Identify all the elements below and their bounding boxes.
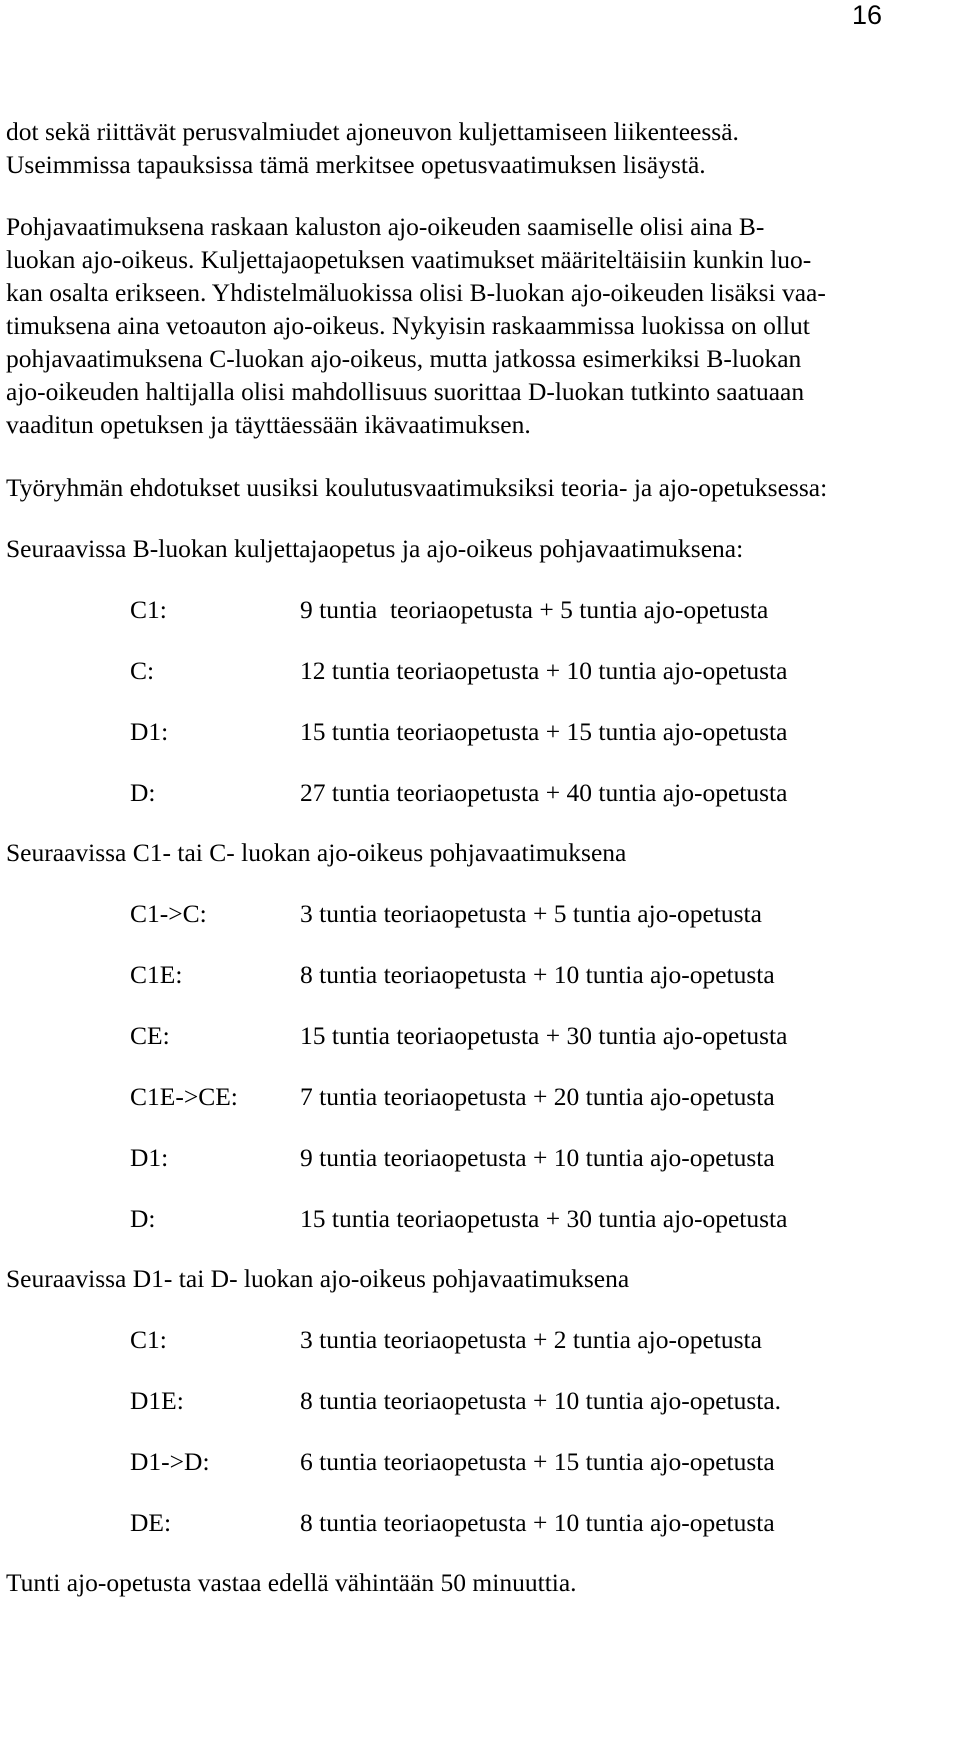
section-d-class-base [6, 1262, 951, 1539]
training-hours-value: 12 tuntia teoriaopetusta + 10 tuntia ajo-opetusta [300, 656, 788, 685]
licence-class-label: C: [130, 656, 155, 685]
licence-class-label: CE: [130, 1021, 170, 1050]
requirement-row [130, 715, 951, 776]
requirement-row [130, 593, 951, 654]
licence-class-label: C1: [130, 595, 167, 624]
training-hours-value: 9 tuntia teoriaopetusta + 10 tuntia ajo-opetusta [300, 1143, 775, 1172]
requirement-row [130, 1019, 951, 1080]
requirement-row [130, 1080, 951, 1141]
licence-class-label: D1E: [130, 1386, 184, 1415]
requirement-row [130, 1141, 951, 1202]
training-hours-value: 9 tuntia teoriaopetusta + 5 tuntia ajo-opetusta [300, 595, 769, 624]
training-hours-value: 6 tuntia teoriaopetusta + 15 tuntia ajo-opetusta [300, 1447, 775, 1476]
licence-class-label: C1E: [130, 960, 183, 989]
licence-class-label: DE: [130, 1508, 172, 1537]
requirement-row [130, 958, 951, 1019]
requirement-row [130, 776, 951, 809]
training-hours-value: 3 tuntia teoriaopetusta + 5 tuntia ajo-opetusta [300, 899, 762, 928]
paragraph-intro-continuation: dot sekä riittävät perusvalmiudet ajoneuvon kuljettamiseen liikenteessä. Useimmissa tapauksissa tämä merkitsee opetusvaatimuksen lisäystä. [6, 117, 739, 179]
section-c-class-base [6, 836, 951, 1235]
licence-class-label: D1: [130, 717, 169, 746]
requirements-table [130, 897, 951, 1235]
licence-class-label: C1E->CE: [130, 1082, 238, 1111]
training-hours-value: 15 tuntia teoriaopetusta + 30 tuntia ajo-opetusta [300, 1204, 788, 1233]
training-hours-value: 8 tuntia teoriaopetusta + 10 tuntia ajo-opetusta [300, 1508, 775, 1537]
requirement-row [130, 897, 951, 958]
training-hours-value: 3 tuntia teoriaopetusta + 2 tuntia ajo-opetusta [300, 1325, 762, 1354]
licence-class-label: C1->C: [130, 899, 207, 928]
licence-class-label: D: [130, 778, 156, 807]
requirement-row [130, 1384, 951, 1445]
training-hours-value: 15 tuntia teoriaopetusta + 30 tuntia ajo-opetusta [300, 1021, 788, 1050]
section-title: Seuraavissa B-luokan kuljettajaopetus ja ajo-oikeus pohjavaatimuksena: [6, 534, 744, 563]
requirement-row [130, 1445, 951, 1506]
requirement-row [130, 1506, 951, 1539]
requirement-row [130, 1323, 951, 1384]
paragraph-base-requirements: Pohjavaatimuksena raskaan kaluston ajo-oikeuden saamiselle olisi aina B- luokan ajo-oikeus. Kuljettajaopetuksen vaatimukset määriteltäisiin kunkin luo- kan osalta erikseen. Yhdistelmäluokissa olisi B-luokan ajo-oikeuden lisäksi vaa- timuksena aina vetoauton ajo-oikeus. Nykyisin raskaammissa luokissa on ollut pohjavaatimuksena C-luokan ajo-oikeus, mutta jatkossa esimerkiksi B-luokan ajo-oikeuden haltijalla olisi mahdollisuus suorittaa D-luokan tutkinto saatuaan vaaditun opetuksen ja täyttäessään ikävaatimuksen. [6, 212, 826, 439]
section-title: Seuraavissa C1- tai C- luokan ajo-oikeus pohjavaatimuksena [6, 838, 627, 867]
training-hours-value: 8 tuntia teoriaopetusta + 10 tuntia ajo-opetusta [300, 960, 775, 989]
footer-note: Tunti ajo-opetusta vastaa edellä vähintään 50 minuuttia. [6, 1568, 577, 1597]
page-number: 16 [851, 0, 882, 30]
proposals-heading: Työryhmän ehdotukset uusiksi koulutusvaatimuksiksi teoria- ja ajo-opetuksessa: [6, 473, 828, 502]
requirements-table [130, 593, 951, 809]
licence-class-label: D1->D: [130, 1447, 210, 1476]
training-hours-value: 7 tuntia teoriaopetusta + 20 tuntia ajo-opetusta [300, 1082, 775, 1111]
licence-class-label: D: [130, 1204, 156, 1233]
document-body [6, 115, 951, 1599]
licence-class-label: D1: [130, 1143, 169, 1172]
training-hours-value: 15 tuntia teoriaopetusta + 15 tuntia ajo-opetusta [300, 717, 788, 746]
requirement-row [130, 1202, 951, 1235]
training-hours-value: 27 tuntia teoriaopetusta + 40 tuntia ajo-opetusta [300, 778, 788, 807]
licence-class-label: C1: [130, 1325, 167, 1354]
training-hours-value: 8 tuntia teoriaopetusta + 10 tuntia ajo-opetusta. [300, 1386, 782, 1415]
requirements-table [130, 1323, 951, 1539]
section-title: Seuraavissa D1- tai D- luokan ajo-oikeus pohjavaatimuksena [6, 1264, 630, 1293]
requirement-row [130, 654, 951, 715]
section-b-class-base [6, 532, 951, 809]
